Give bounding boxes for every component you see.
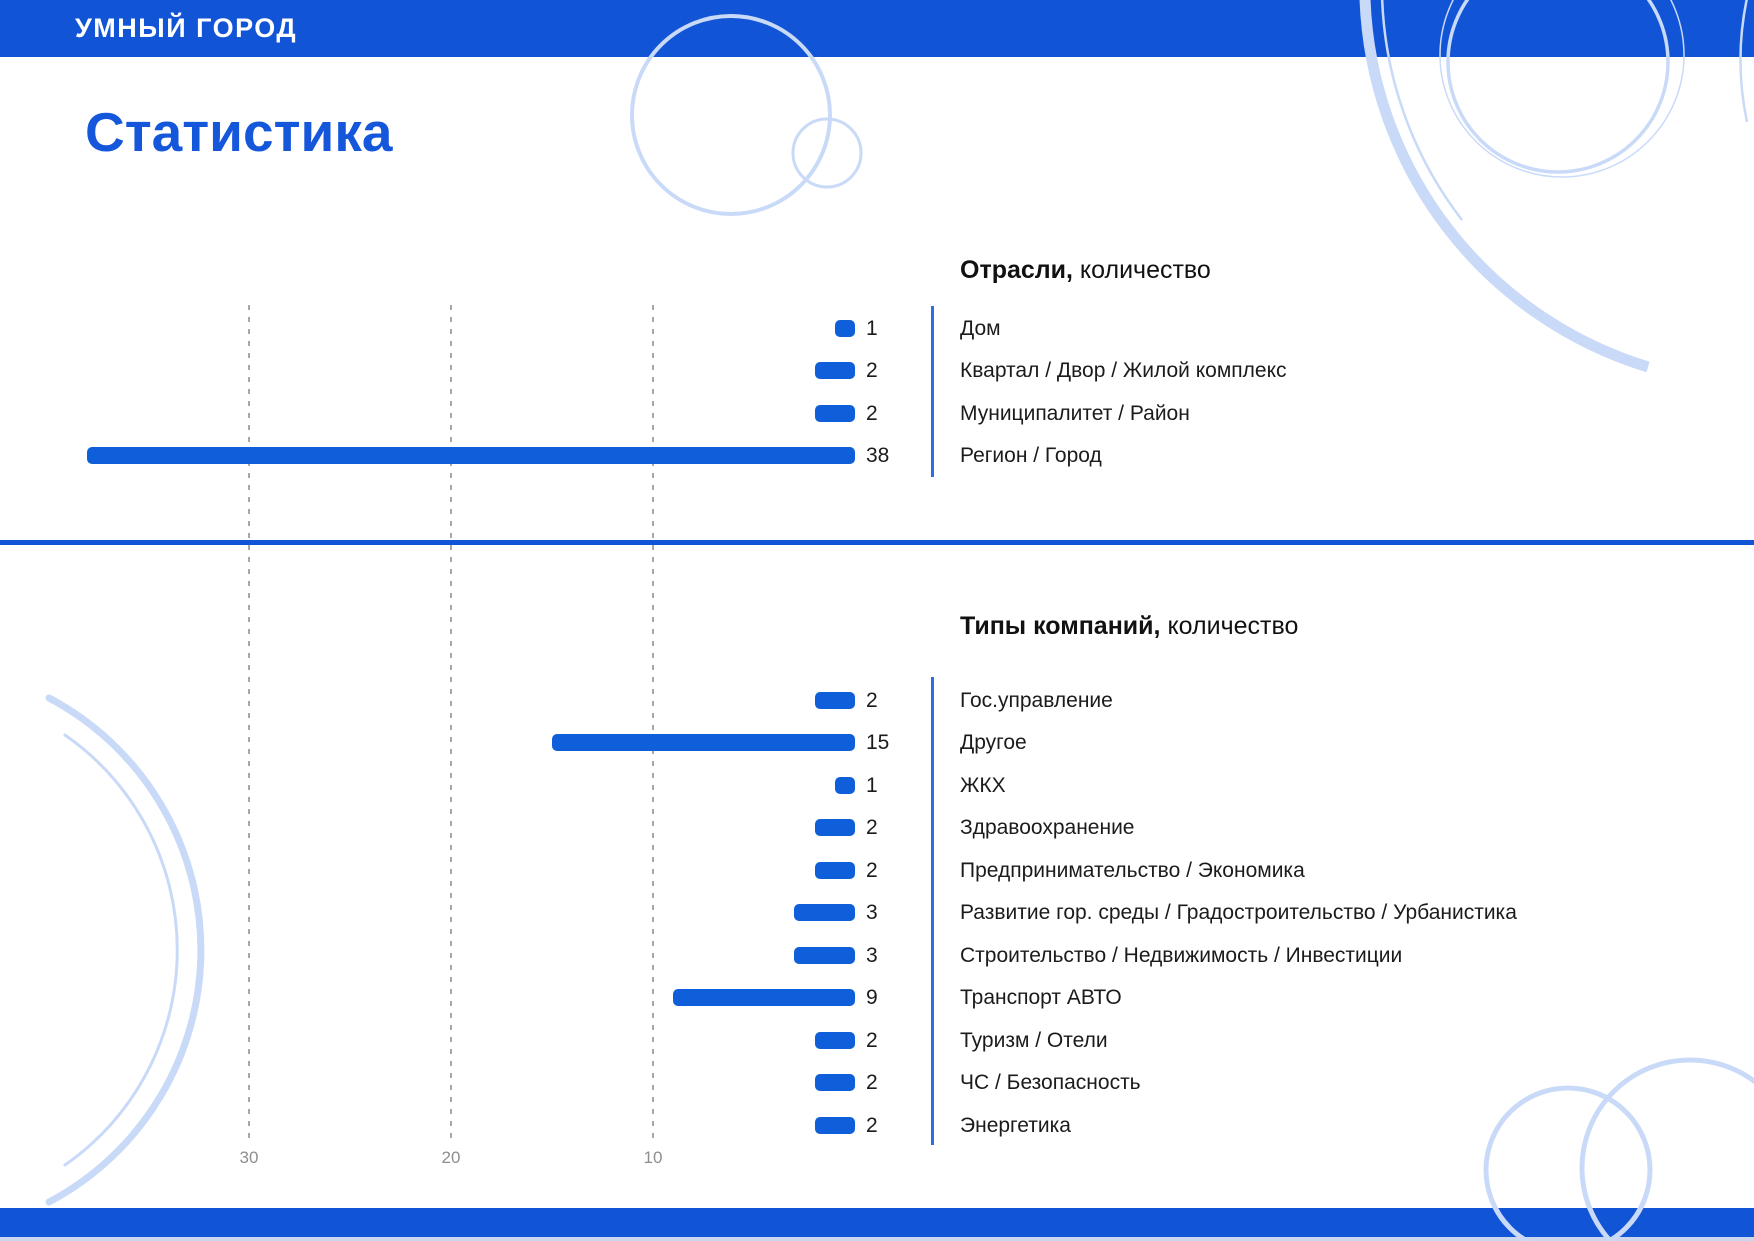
bar-value: 2 xyxy=(866,858,878,882)
bar-value: 3 xyxy=(866,901,878,924)
bar xyxy=(794,904,855,921)
bar-label: Здравоохранение xyxy=(960,816,1135,839)
bar-value: 2 xyxy=(866,401,878,425)
bar-label: ЖКХ xyxy=(960,773,1006,797)
bar-label: Энергетика xyxy=(960,1113,1071,1137)
bar-value: 2 xyxy=(866,688,878,712)
bar xyxy=(815,862,855,879)
bar-label: Транспорт АВТО xyxy=(960,986,1122,1009)
bar-value: 2 xyxy=(866,359,878,382)
bar-value: 1 xyxy=(866,316,878,340)
bar-value: 2 xyxy=(866,1028,878,1052)
bar-value: 15 xyxy=(866,731,890,754)
bar-label: Квартал / Двор / Жилой комплекс xyxy=(960,359,1287,382)
axis-tick-label: 20 xyxy=(441,1148,461,1167)
bar-label: Туризм / Отели xyxy=(960,1028,1108,1052)
bar-label: ЧС / Безопасность xyxy=(960,1071,1141,1094)
bar xyxy=(815,1074,855,1091)
bar xyxy=(815,1032,855,1049)
bar-label: Другое xyxy=(960,731,1027,754)
chart2-title-rest: количество xyxy=(1160,612,1299,640)
bar xyxy=(815,819,855,836)
bar xyxy=(815,692,855,709)
bar-value: 9 xyxy=(866,986,878,1009)
bar-value: 1 xyxy=(866,773,878,797)
chart1-title-bold: Отрасли, xyxy=(960,256,1073,284)
bar xyxy=(815,362,855,379)
bar-label: Муниципалитет / Район xyxy=(960,401,1190,425)
brand-text: УМНЫЙ ГОРОД xyxy=(75,13,298,43)
chart2-title-bold: Типы компаний, xyxy=(960,612,1161,640)
bar xyxy=(835,320,855,337)
bar xyxy=(673,989,855,1006)
bar xyxy=(815,1117,855,1134)
bar-value: 2 xyxy=(866,1071,878,1094)
page-title: Статистика xyxy=(85,101,393,163)
bar-label: Строительство / Недвижимость / Инвестиции xyxy=(960,943,1403,967)
bar-value: 38 xyxy=(866,444,890,467)
bar-label: Гос.управление xyxy=(960,688,1113,712)
bar xyxy=(552,734,855,751)
bar-label: Дом xyxy=(960,316,1001,340)
chart1-title-rest: количество xyxy=(1072,256,1211,284)
bar-label: Развитие гор. среды / Градостроительство / Урбанистика xyxy=(960,901,1517,924)
bar-label: Регион / Город xyxy=(960,444,1102,467)
axis-tick-label: 30 xyxy=(239,1148,259,1167)
bar xyxy=(815,405,855,422)
bar xyxy=(794,947,855,964)
axis-tick-label: 10 xyxy=(643,1148,663,1167)
bar xyxy=(87,447,855,464)
bar-value: 2 xyxy=(866,1113,878,1137)
bar-value: 3 xyxy=(866,943,878,967)
bar xyxy=(835,777,855,794)
bar-value: 2 xyxy=(866,816,878,839)
bar-label: Предпринимательство / Экономика xyxy=(960,858,1305,882)
